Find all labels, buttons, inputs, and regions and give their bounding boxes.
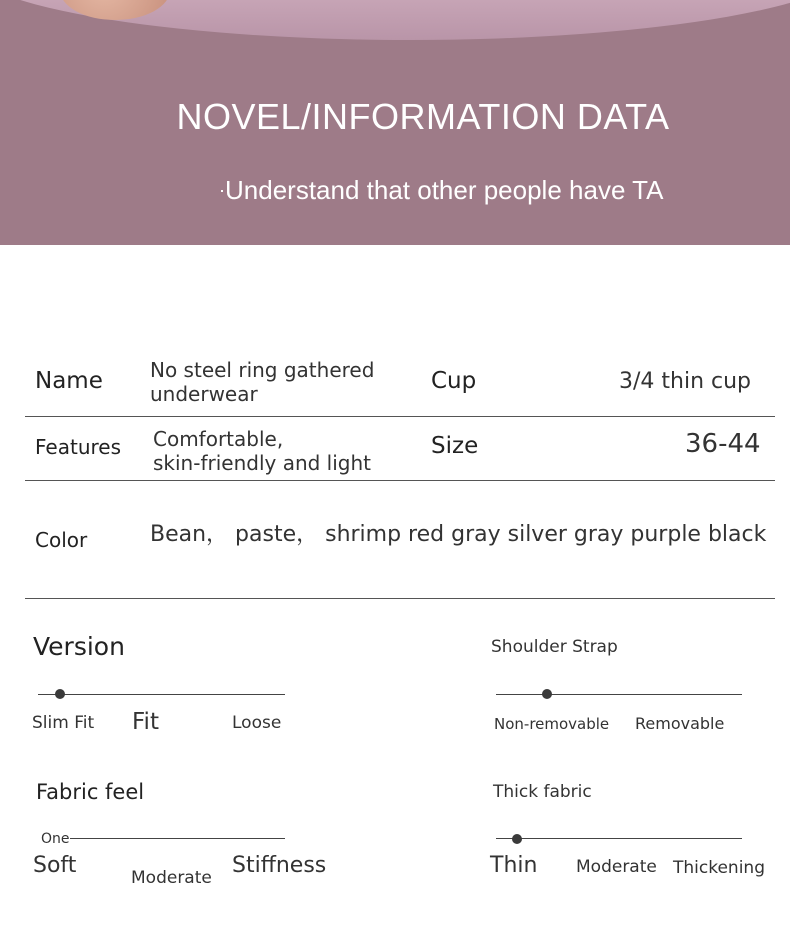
shoulder-strap-scale-marker bbox=[542, 689, 552, 699]
banner-title: NOVEL/INFORMATION DATA bbox=[176, 96, 670, 137]
features-value-line2: skin-friendly and light bbox=[153, 451, 372, 475]
version-title: Version bbox=[33, 632, 125, 661]
version-option-fit: Fit bbox=[132, 709, 159, 735]
shoulder-strap-scale-track bbox=[496, 694, 742, 695]
color-label: Color bbox=[35, 528, 88, 552]
name-label: Name bbox=[35, 368, 103, 394]
thick-fabric-scale-marker bbox=[512, 834, 522, 844]
header-banner bbox=[0, 0, 790, 245]
features-label: Features bbox=[35, 435, 121, 459]
thick-fabric-option-thin: Thin bbox=[490, 853, 538, 878]
version-option-slim-fit: Slim Fit bbox=[32, 713, 95, 733]
features-value-line1: Comfortable, bbox=[153, 427, 284, 451]
shoulder-strap-option-removable: Removable bbox=[635, 714, 725, 733]
thick-fabric-option-moderate: Moderate bbox=[576, 857, 657, 877]
decor-dot bbox=[221, 190, 223, 192]
version-scale-track bbox=[38, 694, 285, 695]
name-value-line1: No steel ring gathered bbox=[150, 358, 375, 382]
name-value-line2: underwear bbox=[150, 382, 258, 406]
cup-label: Cup bbox=[431, 368, 477, 394]
table-divider bbox=[25, 598, 775, 599]
thick-fabric-option-thickening: Thickening bbox=[673, 858, 765, 878]
size-label: Size bbox=[431, 433, 479, 459]
thick-fabric-title: Thick fabric bbox=[493, 782, 592, 802]
fabric-feel-option-stiffness: Stiffness bbox=[232, 853, 327, 878]
banner-subtitle: Understand that other people have TA bbox=[225, 175, 664, 205]
shoulder-strap-title: Shoulder Strap bbox=[491, 637, 618, 657]
fabric-feel-title: Fabric feel bbox=[36, 780, 145, 804]
fabric-feel-option-moderate: Moderate bbox=[131, 868, 212, 888]
cup-value: 3/4 thin cup bbox=[619, 369, 752, 394]
fabric-feel-option-soft: Soft bbox=[33, 853, 77, 878]
thick-fabric-scale-track bbox=[496, 838, 742, 839]
table-divider bbox=[25, 416, 775, 417]
table-divider bbox=[25, 480, 775, 481]
version-scale-marker bbox=[55, 689, 65, 699]
fabric-feel-scale-track bbox=[70, 838, 285, 839]
version-option-loose: Loose bbox=[232, 713, 282, 733]
fabric-feel-marker-label: One bbox=[41, 831, 70, 847]
color-value: Bean， paste， shrimp red gray silver gray purple black bbox=[150, 522, 767, 547]
size-value: 36-44 bbox=[685, 429, 761, 459]
shoulder-strap-option-non-removable: Non-removable bbox=[494, 715, 610, 733]
